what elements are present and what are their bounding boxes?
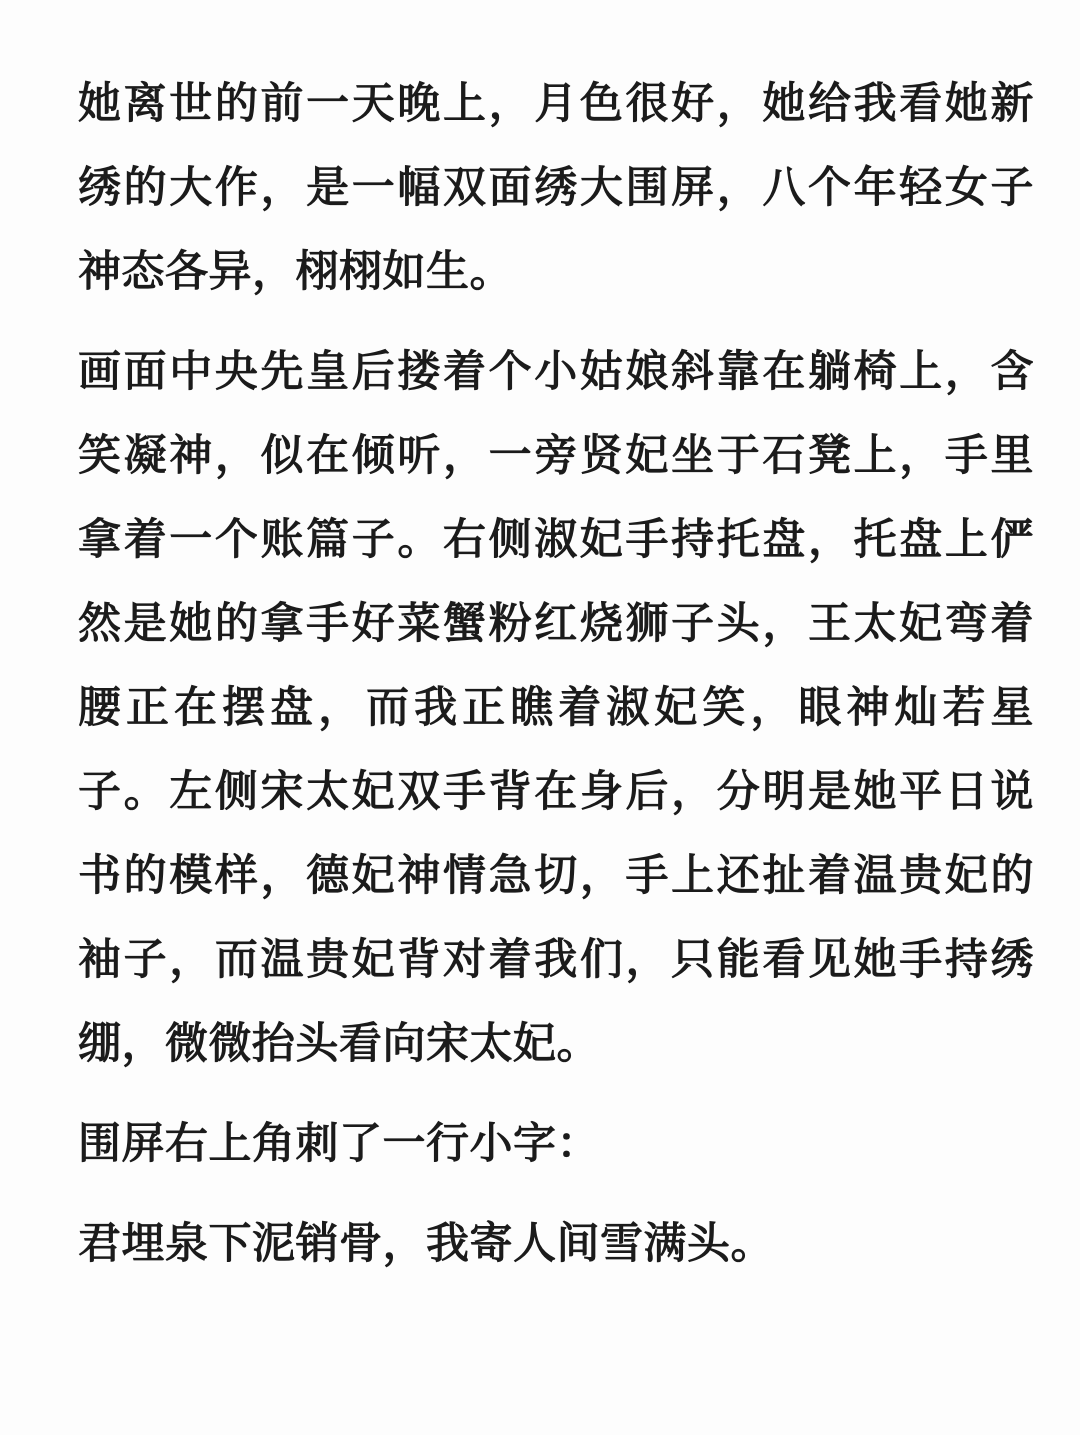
paragraph-intro: 她离世的前一天晚上，月色很好，她给我看她新绣的大作，是一幅双面绣大围屏，八个年轻女子神态各异，栩栩如生。 [78,80,1034,296]
paragraph-scene-description: 画面中央先皇后搂着个小姑娘斜靠在躺椅上，含笑凝神，似在倾听，一旁贤妃坐于石凳上，手里拿着一个账篇子。右侧淑妃手持托盘，托盘上俨然是她的拿手好菜蟹粉红烧狮子头，王太妃弯着腰正在摆盘，而我正瞧着淑妃笑，眼神灿若星子。左侧宋太妃双手背在身后，分明是她平日说书的模样，德妃神情急切，手上还扯着温贵妃的袖子，而温贵妃背对着我们，只能看见她手持绣绷，微微抬头看向宋太妃。 [78,348,1034,1068]
paragraph-poem-line: 君埋泉下泥销骨，我寄人间雪满头。 [78,1220,774,1268]
paragraph-screen-caption-lead: 围屏右上角刺了一行小字： [78,1120,600,1168]
